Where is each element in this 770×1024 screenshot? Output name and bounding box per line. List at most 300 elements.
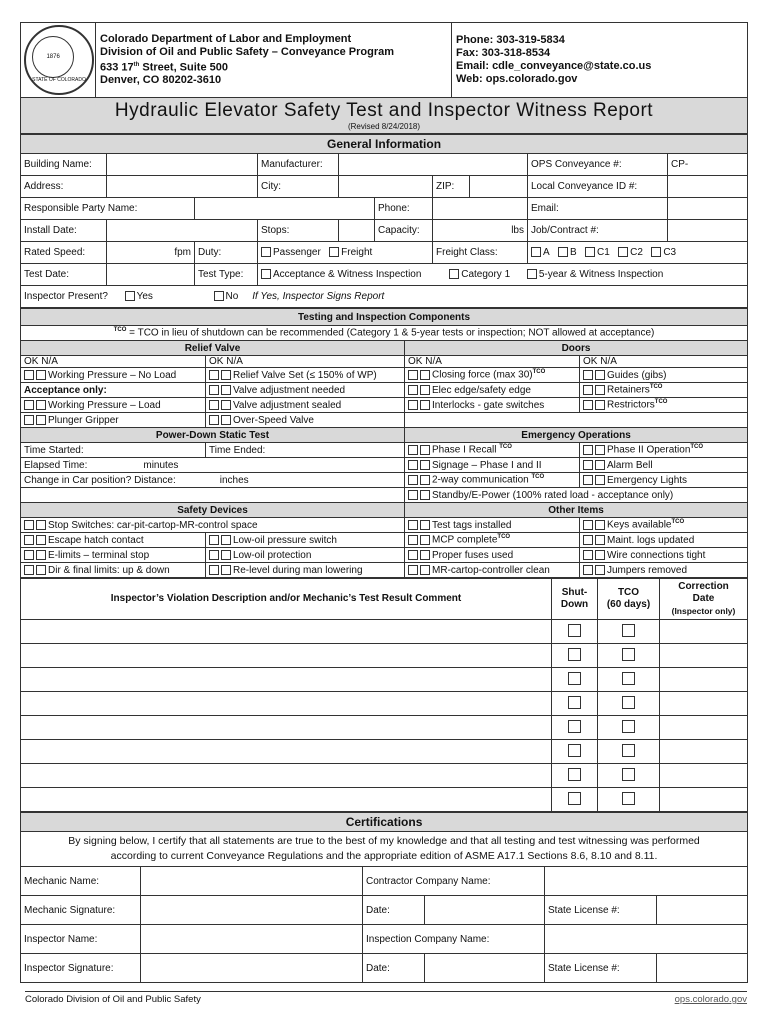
inspector-yes-checkbox[interactable] [125,291,135,301]
na-checkbox[interactable] [36,520,46,530]
item-low-oil-protection [206,548,405,563]
item-label: Proper fuses used [432,549,514,561]
ok-checkbox[interactable] [408,535,418,545]
na-checkbox[interactable] [221,415,231,425]
tco-line-1: TCO [617,587,640,598]
tco-checkbox[interactable] [622,720,635,733]
na-checkbox[interactable] [36,400,46,410]
item-label: Maint. logs updated [607,534,695,546]
change-position-label: Change in Car position? Distance: [24,474,176,486]
ok-checkbox[interactable] [209,400,219,410]
job-contract-label: Job/Contract #: [528,220,668,242]
mechanic-date-label: Date: [363,896,425,925]
item-retainers [580,383,748,398]
if-yes-note: If Yes, Inspector Signs Report [252,291,385,302]
item-fuses [405,548,580,563]
agency-address [96,23,452,98]
na-checkbox[interactable] [221,385,231,395]
item-stop-switches [21,518,405,533]
na-checkbox[interactable] [36,565,46,575]
item-label: MCP complete [432,534,498,546]
shutdown-line-1: Shut- [561,587,588,598]
na-checkbox[interactable] [420,475,430,485]
item-label: Valve adjustment sealed [233,399,342,411]
ok-checkbox[interactable] [408,475,418,485]
item-phase2 [580,443,748,458]
item-label: Keys available [607,519,672,531]
class-a-label: A [543,247,550,258]
tco-cell [598,716,660,740]
ok-checkbox[interactable] [24,550,34,560]
relief-valve-heading: Relief Valve [21,341,405,356]
ok-checkbox[interactable] [408,490,418,500]
shutdown-cell [552,644,598,668]
ok-checkbox[interactable] [24,415,34,425]
tco-checkbox[interactable] [622,648,635,661]
item-label: Dir & final limits: up & down [48,564,170,576]
fpm-unit: fpm [174,247,191,258]
address-field[interactable] [107,176,258,198]
item-label: Working Pressure – No Load [48,369,177,381]
ok-checkbox[interactable] [583,565,593,575]
item-guides [580,368,748,383]
inspector-no-checkbox[interactable] [214,291,224,301]
fiveyear-label: 5-year & Witness Inspection [538,269,664,280]
certification-statement [21,832,748,867]
ok-checkbox[interactable] [209,415,219,425]
class-b-label: B [570,247,577,258]
ok-na-label-3: OK N/A [405,356,580,368]
ok-checkbox[interactable] [408,550,418,560]
item-label: Wire connections tight [607,549,706,561]
inspector-name-label: Inspector Name: [21,925,141,954]
mechanic-license-label: State License #: [545,896,657,925]
item-working-pressure-no-load [21,368,206,383]
item-dir-final [21,563,206,578]
ok-na-label-4: OK N/A [580,356,748,368]
job-contract-field[interactable] [668,220,748,242]
item-label: Standby/E-Power (100% rated load - acceptance only) [432,489,674,501]
tco-mark: TCO [654,399,668,406]
freight-label: Freight [341,247,373,258]
freight-class-label: Freight Class: [433,242,528,264]
inspector-no-label: No [225,291,239,302]
footer-division: Colorado Division of Oil and Public Safety [25,994,201,1005]
ok-checkbox[interactable] [408,385,418,395]
class-c3-checkbox[interactable] [651,247,661,257]
freight-checkbox[interactable] [329,247,339,257]
item-escape-hatch [21,533,206,548]
footer-link[interactable]: ops.colorado.gov [674,994,747,1005]
comment-field[interactable] [21,716,552,740]
test-date-label: Test Date: [21,264,107,286]
na-checkbox[interactable] [221,535,231,545]
fiveyear-checkbox[interactable] [527,269,537,279]
state-seal [24,25,94,95]
contractor-company-field[interactable] [545,867,748,896]
na-checkbox[interactable] [595,460,605,470]
rated-speed-field[interactable] [107,242,195,264]
item-label: MR-cartop-controller clean [432,564,550,576]
comment-heading: Inspector’s Violation Description and/or Mechanic’s Test Result Comment [21,579,552,620]
ok-checkbox[interactable] [408,520,418,530]
tco-cell [598,740,660,764]
item-label: Test tags installed [432,519,512,531]
item-signage [405,458,580,473]
manufacturer-field[interactable] [339,154,528,176]
ok-checkbox[interactable] [209,535,219,545]
minutes-unit: minutes [143,459,179,471]
building-name-field[interactable] [107,154,258,176]
inspector-signature-field[interactable] [141,954,363,983]
contact-fax: Fax: 303-318-8534 [456,47,551,59]
tco-cell [598,620,660,644]
passenger-label: Passenger [273,247,321,258]
tco-mark: TCO [649,384,663,391]
na-checkbox[interactable] [420,445,430,455]
seal-inner [32,36,74,78]
comment-field[interactable] [21,692,552,716]
correction-date-field[interactable] [660,764,748,788]
tco-checkbox[interactable] [622,768,635,781]
test-type-options [258,264,748,286]
rated-speed-label: Rated Speed: [21,242,107,264]
na-checkbox[interactable] [221,400,231,410]
class-c1-checkbox[interactable] [585,247,595,257]
other-items-heading: Other Items [405,503,748,518]
inspector-date-label: Date: [363,954,425,983]
tco-line-2: (60 days) [606,599,651,610]
ok-checkbox[interactable] [408,400,418,410]
page-title: Hydraulic Elevator Safety Test and Inspector Witness Report [114,100,654,121]
ok-checkbox[interactable] [583,550,593,560]
tco-cell [598,668,660,692]
zip-field[interactable] [470,176,528,198]
building-name-label: Building Name: [21,154,107,176]
inspection-company-field[interactable] [545,925,748,954]
shutdown-cell [552,764,598,788]
test-type-label: Test Type: [195,264,258,286]
item-label: Re-level during man lowering [233,564,363,576]
elapsed-label: Elapsed Time: [24,459,88,471]
correction-date-field[interactable] [660,788,748,812]
contractor-company-label: Contractor Company Name: [363,867,545,896]
item-label: Emergency Lights [607,474,688,486]
mechanic-date-field[interactable] [425,896,545,925]
ok-checkbox[interactable] [209,385,219,395]
ok-checkbox[interactable] [408,565,418,575]
item-relevel [206,563,405,578]
ok-checkbox[interactable] [583,385,593,395]
manufacturer-label: Manufacturer: [258,154,339,176]
shutdown-checkbox[interactable] [568,624,581,637]
na-checkbox[interactable] [595,550,605,560]
ok-checkbox[interactable] [24,565,34,575]
ok-checkbox[interactable] [583,475,593,485]
na-checkbox[interactable] [420,400,430,410]
na-checkbox[interactable] [420,460,430,470]
tco-heading [598,579,660,620]
item-label: Signage – Phase I and II [432,459,542,471]
ok-checkbox[interactable] [24,370,34,380]
agency-line-3 [100,59,447,75]
shutdown-checkbox[interactable] [568,720,581,733]
category1-label: Category 1 [461,269,511,280]
item-label: 2-way communication [432,474,529,486]
lbs-unit: lbs [511,225,524,236]
class-c1-label: C1 [597,247,610,258]
na-checkbox[interactable] [36,370,46,380]
item-two-way [405,473,580,488]
shutdown-checkbox[interactable] [568,696,581,709]
inspection-company-label: Inspection Company Name: [363,925,545,954]
acceptance-only-label: Acceptance only: [21,383,206,398]
class-c2-checkbox[interactable] [618,247,628,257]
na-checkbox[interactable] [420,370,430,380]
install-date-label: Install Date: [21,220,107,242]
inspector-signature-label: Inspector Signature: [21,954,141,983]
comment-field[interactable] [21,764,552,788]
title-cell [21,98,748,134]
email-field[interactable] [668,198,748,220]
na-checkbox[interactable] [595,475,605,485]
ok-checkbox[interactable] [24,535,34,545]
na-checkbox[interactable] [595,520,605,530]
item-label: Jumpers removed [607,564,688,576]
mechanic-name-field[interactable] [141,867,363,896]
agency-contact [452,23,748,98]
ok-checkbox[interactable] [209,550,219,560]
safety-devices-heading: Safety Devices [21,503,405,518]
testing-heading: Testing and Inspection Components [21,309,748,326]
contact-email: Email: cdle_conveyance@state.co.us [456,60,652,72]
inspector-date-field[interactable] [425,954,545,983]
na-checkbox[interactable] [420,520,430,530]
item-keys [580,518,748,533]
tco-mark: TCO [671,519,685,526]
shutdown-checkbox[interactable] [568,744,581,757]
comment-field[interactable] [21,644,552,668]
shutdown-checkbox[interactable] [568,672,581,685]
item-working-pressure-load [21,398,206,413]
category1-checkbox[interactable] [449,269,459,279]
acceptance-checkbox[interactable] [261,269,271,279]
item-label: Escape hatch contact [48,534,144,546]
capacity-field[interactable] [433,220,528,242]
ok-checkbox[interactable] [408,445,418,455]
class-a-checkbox[interactable] [531,247,541,257]
shutdown-cell [552,668,598,692]
tco-checkbox[interactable] [622,672,635,685]
ok-checkbox[interactable] [583,370,593,380]
ok-checkbox[interactable] [583,535,593,545]
na-checkbox[interactable] [595,445,605,455]
phone-field[interactable] [433,198,528,220]
revised-date: (Revised 8/24/2018) [347,122,421,131]
na-checkbox[interactable] [420,385,430,395]
tco-note-text: = TCO in lieu of shutdown can be recommended (Category 1 & 5-year tests or inspection; NOT allowed at acceptance) [129,327,655,339]
shutdown-checkbox[interactable] [568,648,581,661]
na-checkbox[interactable] [595,565,605,575]
inspector-name-field[interactable] [141,925,363,954]
tco-mark: TCO [113,327,127,334]
correction-date-field[interactable] [660,620,748,644]
street-name: Street, Suite 500 [139,61,228,74]
correction-line-1: Correction [678,581,729,592]
ok-checkbox[interactable] [209,370,219,380]
item-phase1 [405,443,580,458]
street-suffix: th [133,61,140,68]
item-emergency-lights [580,473,748,488]
item-valve-adj-sealed [206,398,405,413]
cert-line-1: By signing below, I certify that all statements are true to the best of my knowledge and that all testing and test witnessing was performed [68,835,700,847]
na-checkbox[interactable] [420,490,430,500]
install-date-field[interactable] [107,220,258,242]
comment-field[interactable] [21,740,552,764]
na-checkbox[interactable] [420,565,430,575]
page-footer [25,991,747,1005]
correction-date-field[interactable] [660,668,748,692]
ok-checkbox[interactable] [408,370,418,380]
correction-date-field[interactable] [660,692,748,716]
na-checkbox[interactable] [221,370,231,380]
tco-checkbox[interactable] [622,744,635,757]
correction-line-2: Date [692,593,715,604]
change-position-field[interactable] [21,473,405,488]
email-label: Email: [528,198,668,220]
ok-checkbox[interactable] [24,520,34,530]
comment-field[interactable] [21,620,552,644]
item-label: Interlocks - gate switches [432,399,545,411]
item-label: Phase I Recall [432,444,497,456]
ok-checkbox[interactable] [24,400,34,410]
ok-checkbox[interactable] [583,400,593,410]
na-checkbox[interactable] [420,535,430,545]
item-low-oil-pressure [206,533,405,548]
tco-cell [598,692,660,716]
cert-line-2: according to current Conveyance Regulations and the appropriate edition of ASME A17.1 Sections 8.6, 8.10 and 8.11. [110,850,658,862]
zip-label: ZIP: [433,176,470,198]
tco-note [21,326,748,341]
inspector-license-field[interactable] [657,954,748,983]
ok-checkbox[interactable] [209,565,219,575]
tco-checkbox[interactable] [622,792,635,805]
stops-field[interactable] [339,220,375,242]
contact-phone: Phone: 303-319-5834 [456,34,565,46]
duty-label: Duty: [195,242,258,264]
local-conveyance-field[interactable] [668,176,748,198]
test-date-field[interactable] [107,264,195,286]
cp-field[interactable]: CP- [668,154,748,176]
item-test-tags [405,518,580,533]
tco-mark: TCO [532,369,546,376]
correction-date-field[interactable] [660,644,748,668]
tco-mark: TCO [499,444,512,451]
shutdown-cell [552,740,598,764]
ok-checkbox[interactable] [583,445,593,455]
na-checkbox[interactable] [36,550,46,560]
elapsed-time-field[interactable] [21,458,405,473]
inches-unit: inches [219,474,249,486]
item-wire-conn [580,548,748,563]
ok-na-label-1: OK N/A [21,356,206,368]
item-label: Over-Speed Valve [233,414,314,426]
class-c3-label: C3 [663,247,677,258]
doors-heading: Doors [405,341,748,356]
na-checkbox[interactable] [36,415,46,425]
mechanic-name-label: Mechanic Name: [21,867,141,896]
inspector-yes-label: Yes [136,291,153,302]
item-valve-adj-needed [206,383,405,398]
correction-date-field[interactable] [660,716,748,740]
acceptance-label: Acceptance & Witness Inspection [273,269,422,280]
ok-checkbox[interactable] [583,520,593,530]
class-b-checkbox[interactable] [558,247,568,257]
correction-date-field[interactable] [660,740,748,764]
ok-checkbox[interactable] [408,460,418,470]
address-label: Address: [21,176,107,198]
item-label: Stop Switches: car-pit-cartop-MR-control space [48,519,258,531]
item-label: Relief Valve Set (≤ 150% of WP) [233,369,377,381]
item-elimits [21,548,206,563]
shutdown-cell [552,620,598,644]
passenger-checkbox[interactable] [261,247,271,257]
inspector-license-label: State License #: [545,954,657,983]
mechanic-license-field[interactable] [657,896,748,925]
seal-cell [21,23,96,98]
item-restrictors [580,398,748,413]
na-checkbox[interactable] [420,550,430,560]
time-started-field[interactable]: Time Started: [21,443,206,458]
na-checkbox[interactable] [221,550,231,560]
general-info-heading: General Information [21,135,748,154]
mechanic-signature-label: Mechanic Signature: [21,896,141,925]
ops-conveyance-label: OPS Conveyance #: [528,154,668,176]
report-form [20,22,747,983]
comment-field[interactable] [21,668,552,692]
item-label: Retainers [607,384,650,396]
inspector-present-label: Inspector Present? [24,291,108,302]
item-label: Elec edge/safety edge [432,384,531,396]
na-checkbox[interactable] [595,370,605,380]
tco-mark: TCO [690,444,704,451]
tco-checkbox[interactable] [622,624,635,637]
item-label: Guides (gibs) [607,369,667,381]
duty-options [258,242,433,264]
na-checkbox[interactable] [36,535,46,545]
capacity-label: Capacity: [375,220,433,242]
item-jumpers [580,563,748,578]
responsible-party-label: Responsible Party Name: [21,198,195,220]
na-checkbox[interactable] [595,535,605,545]
responsible-party-field[interactable] [195,198,375,220]
city-field[interactable] [339,176,433,198]
item-label: Closing force (max 30) [432,369,533,381]
ok-checkbox[interactable] [583,460,593,470]
mechanic-signature-field[interactable] [141,896,363,925]
na-checkbox[interactable] [595,385,605,395]
phone-label: Phone: [375,198,433,220]
shutdown-checkbox[interactable] [568,768,581,781]
time-ended-field[interactable]: Time Ended: [206,443,405,458]
na-checkbox[interactable] [221,565,231,575]
item-label: E-limits – terminal stop [48,549,150,561]
shutdown-cell [552,716,598,740]
tco-checkbox[interactable] [622,696,635,709]
na-checkbox[interactable] [595,400,605,410]
shutdown-checkbox[interactable] [568,792,581,805]
comment-field[interactable] [21,788,552,812]
